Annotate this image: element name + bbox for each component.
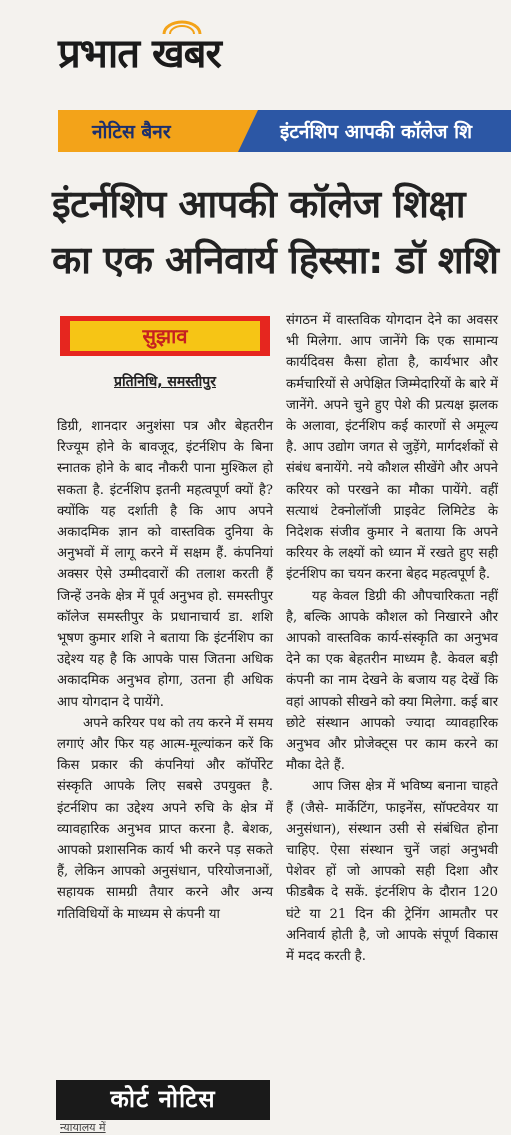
banner-ticker: इंटर्नशिप आपकी कॉलेज शि — [280, 121, 472, 143]
headline — [52, 176, 504, 288]
headline-line-1: इंटर्नशिप आपकी कॉलेज शिक्षा — [52, 182, 466, 226]
newspaper-logo: प्रभात खबर — [58, 31, 221, 77]
court-notice-subtitle: न्यायालय में — [60, 1121, 106, 1134]
notice-banner — [58, 110, 511, 152]
byline: प्रतिनिधि, समस्तीपुर — [114, 374, 216, 390]
banner-label: नोटिस बैनर — [92, 121, 171, 143]
court-notice-banner — [56, 1080, 270, 1120]
article-column-right — [286, 310, 498, 967]
section-tag-label: सुझाव — [70, 321, 260, 351]
paragraph: संगठन में वास्तविक योगदान देने का अवसर भी मिलेगा. आप जानेंगे कि एक सामान्य कार्यदिवस कैसा होता है, कार्यभार और कर्मचारियों से अपेक्षित जिम्मेदारियों के बारे में जानेंगे. अपने चुने हुए पेशे की प्रत्यक्ष झलक के अलावा, इंटर्नशिप कई कारणों से अमूल्य है. आप उद्योग जगत से जुड़ेंगे, मार्गदर्शकों से संबंध बनायेंगे. नये कौशल सीखेंगे और अपने करियर को परखने का मौका पायेंगे. वहीं सत्याथं टेक्नोलॉजी प्राइवेट लिमिटेड के निदेशक संजीव कुमार ने बताया कि अपने करियर के लक्ष्यों को ध्यान में रखते हुए सही इंटर्नशिप का चयन करना बेहद महत्वपूर्ण है. — [286, 313, 498, 583]
paragraph: अपने करियर पथ को तय करने में समय लगाएं और फिर यह आत्म-मूल्यांकन करें कि किस प्रकार की कंपनियां और कॉर्पोरेट संस्कृति आपके लिए सबसे उपयुक्त है. इंटर्नशिप का उद्देश्य अपने रुचि के क्षेत्र में व्यावहारिक अनुभव प्राप्त करना है. बेशक, आपको प्रशासनिक कार्य भी करने पड़ सकते हैं, लेकिन आपको अनुसंधान, परियोजनाओं, सहायक सामग्री तैयार करने और अन्य गतिविधियों के माध्यम से कंपनी या — [57, 715, 273, 922]
masthead — [0, 0, 511, 100]
court-notice-title: कोर्ट नोटिस — [110, 1085, 216, 1113]
article-column-left — [57, 416, 273, 925]
headline-line-2: का एक अनिवार्य हिस्सा: डॉ शशि — [52, 238, 499, 282]
paragraph: यह केवल डिग्री की औपचारिकता नहीं है, बल्कि आपके कौशल को निखारने और आपको वास्तविक कार्य-संस्कृति का अनुभव देने का एक बेहतरीन माध्यम है. केवल बड़ी कंपनी का नाम देखने के बजाय यह देखें कि वहां आपको सीखने को क्या मिलेगा. कई बार छोटे संस्थान आपको ज्यादा व्यावहारिक अनुभव और प्रोजेक्ट्स पर काम करने का मौका देते हैं. — [286, 588, 498, 774]
paragraph: डिग्री, शानदार अनुशंसा पत्र और बेहतरीन रिज्यूम होने के बावजूद, इंटर्नशिप के बिना स्नातक होने के बाद नौकरी पाना मुश्किल हो सकता है. इंटर्नशिप इतनी महत्वपूर्ण क्यों है? क्योंकि यह दर्शाती है कि आप अपने अकादमिक ज्ञान को वास्तविक दुनिया के अनुभवों में लागू करने में सक्षम हैं. कंपनियां अक्सर ऐसे उम्मीदवारों की तलाश करती हैं जिन्हें उनके क्षेत्र में पूर्व अनुभव हो. समस्तीपुर कॉलेज समस्तीपुर के प्रधानाचार्य डा. शशि भूषण कुमार शशि ने बताया कि इंटर्नशिप का उद्देश्य यह है कि आपके पास जितना अधिक अकादमिक अनुभव होगा, उतना ही अधिक आप योगदान दे पायेंगे. — [57, 419, 273, 710]
section-tag — [60, 316, 270, 356]
paragraph: आप जिस क्षेत्र में भविष्य बनाना चाहते हैं (जैसे- मार्केटिंग, फाइनेंस, सॉफ्टवेयर या अनुसंधान), संस्थान उसी से संबंधित होना चाहिए. ऐसा संस्थान चुनें जहां अनुभवी पेशेवर हों जो आपको सही दिशा और फीडबैक दे सकें. इंटर्नशिप के दौरान 120 घंटे या 21 दिन की ट्रेनिंग आमतौर पर अनिवार्य होती है, जो आपके संपूर्ण विकास में मदद करती है. — [286, 779, 498, 965]
